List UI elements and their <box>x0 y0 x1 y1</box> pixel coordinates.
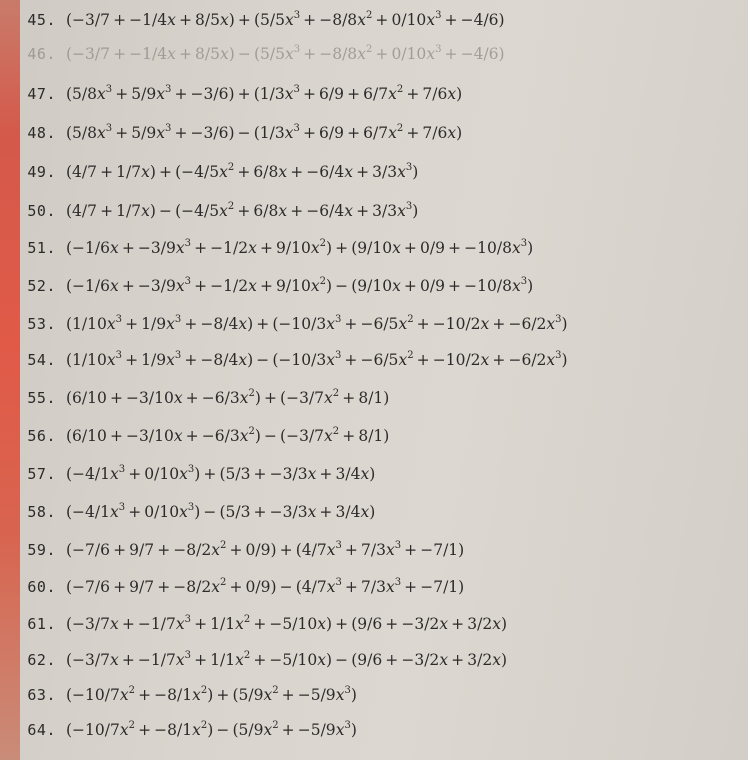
problem-row <box>14 541 464 569</box>
problem-number: 48. <box>27 124 56 142</box>
problem-expression: $(-7/6 + 9/7 + -8/2x^2 + 0/9) - (4/7x^3 + 7/3x^3 + -7/1)$ <box>66 577 465 596</box>
problem-row <box>14 351 568 379</box>
problem-expression: $(6/10 + -3/10x + -6/3x^2) - (-3/7x^2 + 8/1)$ <box>66 426 390 445</box>
problem-number: 46. <box>27 45 56 63</box>
problem-expression: $(-4/1x^3 + 0/10x^3) + (5/3 + -3/3x + 3/4x)$ <box>66 464 376 483</box>
problem-expression: $(-10/7x^2 + -8/1x^2) + (5/9x^2 + -5/9x^3)$ <box>66 685 357 704</box>
problem-row <box>14 578 464 606</box>
problem-expression: $(-10/7x^2 + -8/1x^2) - (5/9x^2 + -5/9x^3)$ <box>66 720 357 739</box>
problem-expression: $(-1/6x + -3/9x^3 + -1/2x + 9/10x^2) - (9/10x + 0/9 + -10/8x^3)$ <box>66 276 534 295</box>
problem-number: 58. <box>27 503 56 521</box>
problem-number: 49. <box>27 163 56 181</box>
problem-number: 59. <box>27 541 56 559</box>
problem-row <box>14 465 375 493</box>
problem-number: 55. <box>27 389 56 407</box>
problem-expression: $(-3/7x + -1/7x^3 + 1/1x^2 + -5/10x) + (9/6 + -3/2x + 3/2x)$ <box>66 614 507 633</box>
problem-number: 50. <box>27 202 56 220</box>
problem-expression: $(-3/7 + -1/4x + 8/5x) - (5/5x^3 + -8/8x^2 + 0/10x^3 + -4/6)$ <box>66 44 505 63</box>
problem-number: 62. <box>27 651 56 669</box>
problem-row <box>14 315 568 343</box>
problem-expression: $(-3/7 + -1/4x + 8/5x) + (5/5x^3 + -8/8x^2 + 0/10x^3 + -4/6)$ <box>66 10 505 29</box>
problem-expression: $(5/8x^3 + 5/9x^3 + -3/6) - (1/3x^3 + 6/9 + 6/7x^2 + 7/6x)$ <box>66 123 463 142</box>
problem-row <box>14 163 418 191</box>
problem-expression: $(-1/6x + -3/9x^3 + -1/2x + 9/10x^2) + (9/10x + 0/9 + -10/8x^3)$ <box>66 238 534 257</box>
problem-number: 47. <box>27 85 56 103</box>
problem-expression: $(-3/7x + -1/7x^3 + 1/1x^2 + -5/10x) - (9/6 + -3/2x + 3/2x)$ <box>66 650 507 669</box>
problem-expression: $(1/10x^3 + 1/9x^3 + -8/4x) + (-10/3x^3 + -6/5x^2 + -10/2x + -6/2x^3)$ <box>66 314 568 333</box>
problem-row <box>14 615 507 643</box>
problem-number: 53. <box>27 315 56 333</box>
problem-row <box>14 721 357 749</box>
problem-row <box>14 277 533 305</box>
problem-expression: $(4/7 + 1/7x) - (-4/5x^2 + 6/8x + -6/4x + 3/3x^3)$ <box>66 201 419 220</box>
problem-number: 56. <box>27 427 56 445</box>
problem-number: 57. <box>27 465 56 483</box>
problem-expression: $(4/7 + 1/7x) + (-4/5x^2 + 6/8x + -6/4x + 3/3x^3)$ <box>66 162 419 181</box>
problem-number: 51. <box>27 239 56 257</box>
problem-expression: $(-7/6 + 9/7 + -8/2x^2 + 0/9) + (4/7x^3 + 7/3x^3 + -7/1)$ <box>66 540 465 559</box>
problem-number: 52. <box>27 277 56 295</box>
problem-number: 45. <box>27 11 56 29</box>
problem-number: 64. <box>27 721 56 739</box>
problem-expression: $(-4/1x^3 + 0/10x^3) - (5/3 + -3/3x + 3/4x)$ <box>66 502 376 521</box>
problem-row <box>14 11 505 39</box>
problem-number: 54. <box>27 351 56 369</box>
problem-row <box>14 239 533 267</box>
worksheet <box>14 0 748 760</box>
problem-row <box>14 202 418 230</box>
problem-expression: $(6/10 + -3/10x + -6/3x^2) + (-3/7x^2 + 8/1)$ <box>66 388 390 407</box>
problem-row <box>14 651 507 679</box>
problem-row <box>14 85 462 113</box>
problem-row <box>14 389 389 417</box>
problem-number: 61. <box>27 615 56 633</box>
problem-number: 63. <box>27 686 56 704</box>
problem-row <box>14 45 505 73</box>
problem-row <box>14 124 462 152</box>
problem-number: 60. <box>27 578 56 596</box>
problem-row <box>14 427 389 455</box>
problem-expression: $(5/8x^3 + 5/9x^3 + -3/6) + (1/3x^3 + 6/9 + 6/7x^2 + 7/6x)$ <box>66 84 463 103</box>
problem-expression: $(1/10x^3 + 1/9x^3 + -8/4x) - (-10/3x^3 + -6/5x^2 + -10/2x + -6/2x^3)$ <box>66 350 568 369</box>
problem-row <box>14 686 357 714</box>
problem-row <box>14 503 375 531</box>
